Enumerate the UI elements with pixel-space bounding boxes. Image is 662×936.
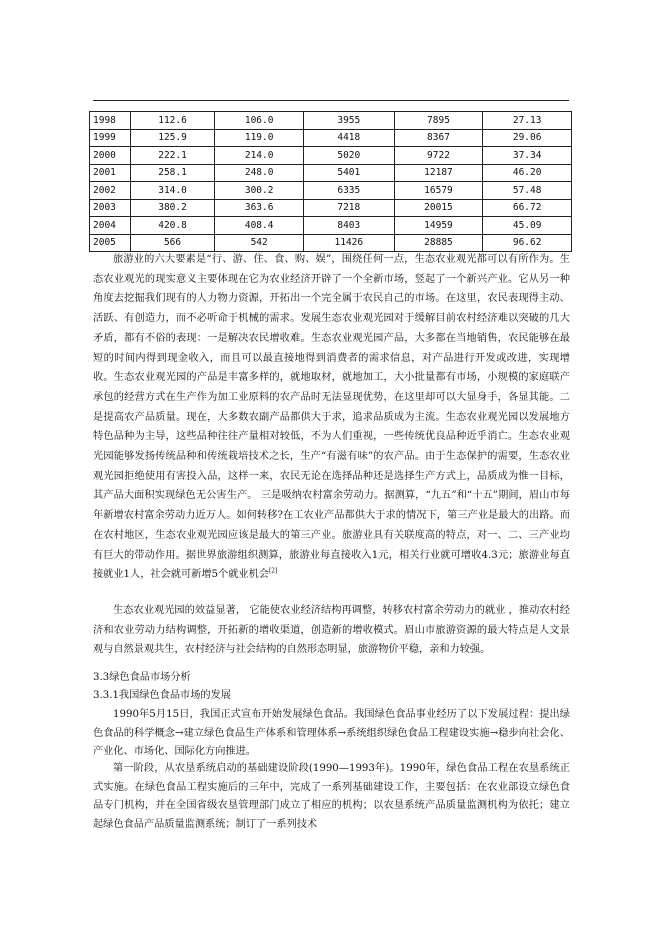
year-cell: 1998	[90, 112, 131, 130]
table-row	[90, 164, 572, 182]
value-cell: 4418	[303, 129, 394, 147]
header-rule	[93, 100, 569, 101]
value-cell: 380.2	[130, 199, 215, 217]
subsection-heading: 3.3.1我国绿色食品市场的发展	[93, 690, 231, 701]
value-cell: 300.2	[215, 182, 304, 200]
value-cell: 37.34	[483, 147, 572, 165]
year-cell: 1999	[90, 129, 131, 147]
value-cell: 9722	[394, 147, 483, 165]
value-cell: 16579	[394, 182, 483, 200]
value-cell: 542	[215, 234, 304, 252]
table-row	[90, 129, 572, 147]
value-cell: 66.72	[483, 199, 572, 217]
statistics-table	[89, 111, 572, 252]
table-row	[90, 112, 572, 130]
table-row	[90, 217, 572, 235]
value-cell: 119.0	[215, 129, 304, 147]
value-cell: 11426	[303, 234, 394, 252]
value-cell: 125.9	[130, 129, 215, 147]
value-cell: 112.6	[130, 112, 215, 130]
value-cell: 96.62	[483, 234, 572, 252]
value-cell: 408.4	[215, 217, 304, 235]
value-cell: 5020	[303, 147, 394, 165]
value-cell: 8403	[303, 217, 394, 235]
value-cell: 57.48	[483, 182, 572, 200]
value-cell: 46.20	[483, 164, 572, 182]
value-cell: 363.6	[215, 199, 304, 217]
table-row	[90, 182, 572, 200]
value-cell: 5401	[303, 164, 394, 182]
value-cell: 566	[130, 234, 215, 252]
value-cell: 29.06	[483, 129, 572, 147]
value-cell: 7218	[303, 199, 394, 217]
section-heading: 3.3绿色食品市场分析	[93, 672, 191, 683]
value-cell: 214.0	[215, 147, 304, 165]
value-cell: 420.8	[130, 217, 215, 235]
value-cell: 45.09	[483, 217, 572, 235]
paragraph-green-food-history: 1990年5月15日，我国正式宣布开始发展绿色食品。我国绿色食品事业经历了以下发展过程：提出绿色食品的科学概念→建立绿色食品生产体系和管理体系→系统组织绿色食品工程建设实施→稳步向社会化、产业化、市场化、国际化方向推进。	[93, 709, 570, 757]
year-cell: 2001	[90, 164, 131, 182]
table-row	[90, 234, 572, 252]
year-cell: 2005	[90, 234, 131, 252]
value-cell: 248.0	[215, 164, 304, 182]
value-cell: 28885	[394, 234, 483, 252]
year-cell: 2003	[90, 199, 131, 217]
value-cell: 14959	[394, 217, 483, 235]
value-cell: 222.1	[130, 147, 215, 165]
table-row	[90, 199, 572, 217]
value-cell: 258.1	[130, 164, 215, 182]
value-cell: 27.13	[483, 112, 572, 130]
value-cell: 8367	[394, 129, 483, 147]
citation-ref: [2]	[268, 567, 278, 575]
value-cell: 3955	[303, 112, 394, 130]
value-cell: 314.0	[130, 182, 215, 200]
table-row	[90, 147, 572, 165]
paragraph-tourism-elements: 旅游业的六大要素是“行、游、住、食、购、娱”，围绕任何一点，生态农业观光都可以有所作为。生态农业观光的现实意义主要体现在它为农业经济开辟了一个全新市场，竖起了一个新兴产业。它从另一种角度去挖掘我们现有的人力物力资源，开拓出一个完全属于农民自己的市场。在这里，农民表现得主动、活跃、有创造力，而不必听命于机械的需求。发展生态农业观光园对于缓解目前农村经济难以突破的几大矛盾，都有不俗的表现：一是解决农民增收难。生态农业观光园产品，大多都在当地销售，农民能够在最短的时间内得到现金收入，而且可以最直接地得到消费者的需求信息，对产品进行开发或改进，实现增收。生态农业观光园的产品是丰富多样的，就地取材，就地加工，大小批量都有市场，小规模的家庭联产承包的经营方式在生产作为加工业原料的农产品时无法显现优势，在这里却可以大显身手，各显其能。二是提高农产品质量。现在，大多数农副产品都供大于求，追求品质成为主流。生态农业观光园以发展地方特色品种为主导，这些品种往往产量相对较低，不为人们重视，一些传统优良品种近乎消亡。生态农业观光园能够发扬传统品种和传统栽培技术之长，生产“有滋有味”的农产品。由于生态保护的需要，生态农业观光园拒绝使用有害投入品，这样一来，农民无论在选择品种还是选择生产方式上，品质成为惟一目标，其产品大面积实现绿色无公害生产。 三是吸纳农村富余劳动力。据测算，“九五”和“十五”期间，眉山市每年新增农村富余劳动力近万人。如何转移?在工农业产品都供大于求的情况下，第三产业是最大的出路。而在农村地区，生态农业观光园应该是最大的第三产业。旅游业具有关联度高的特点，对一、二、三产业均有巨大的带动作用。据世界旅游组织测算，旅游业每直接收入1元，相关行业就可增收4.3元；旅游业每直接就业1人，社会就可新增5个就业机会[2]	[93, 254, 570, 581]
value-cell: 20015	[394, 199, 483, 217]
value-cell: 6335	[303, 182, 394, 200]
value-cell: 7895	[394, 112, 483, 130]
value-cell: 12187	[394, 164, 483, 182]
year-cell: 2000	[90, 147, 131, 165]
value-cell: 106.0	[215, 112, 304, 130]
paragraph-stage-one: 第一阶段，从农垦系统启动的基础建设阶段(1990—1993年)。1990年，绿色食品工程在农垦系统正式实施。在绿色食品工程实施后的三年中，完成了一系列基础建设工作，主要包括：在农业部设立绿色食品专门机构，并在全国省级农垦管理部门成立了相应的机构；以农垦系统产品质量监测机构为依托；建立起绿色食品产品质量监测系统；制订了一系列技术	[93, 763, 570, 830]
paragraph-benefits: 生态农业观光园的效益显著， 它能使农业经济结构再调整，转移农村富余劳动力的就业 ，推动农村经济和农业劳动力结构调整，开拓新的增收渠道，创造新的增收模式。眉山市旅游资源的最大特点是人文景观与自然景观共生，农村经济与社会结构的自然形态明显，旅游物价平稳，亲和力较强。	[93, 605, 570, 656]
year-cell: 2004	[90, 217, 131, 235]
year-cell: 2002	[90, 182, 131, 200]
